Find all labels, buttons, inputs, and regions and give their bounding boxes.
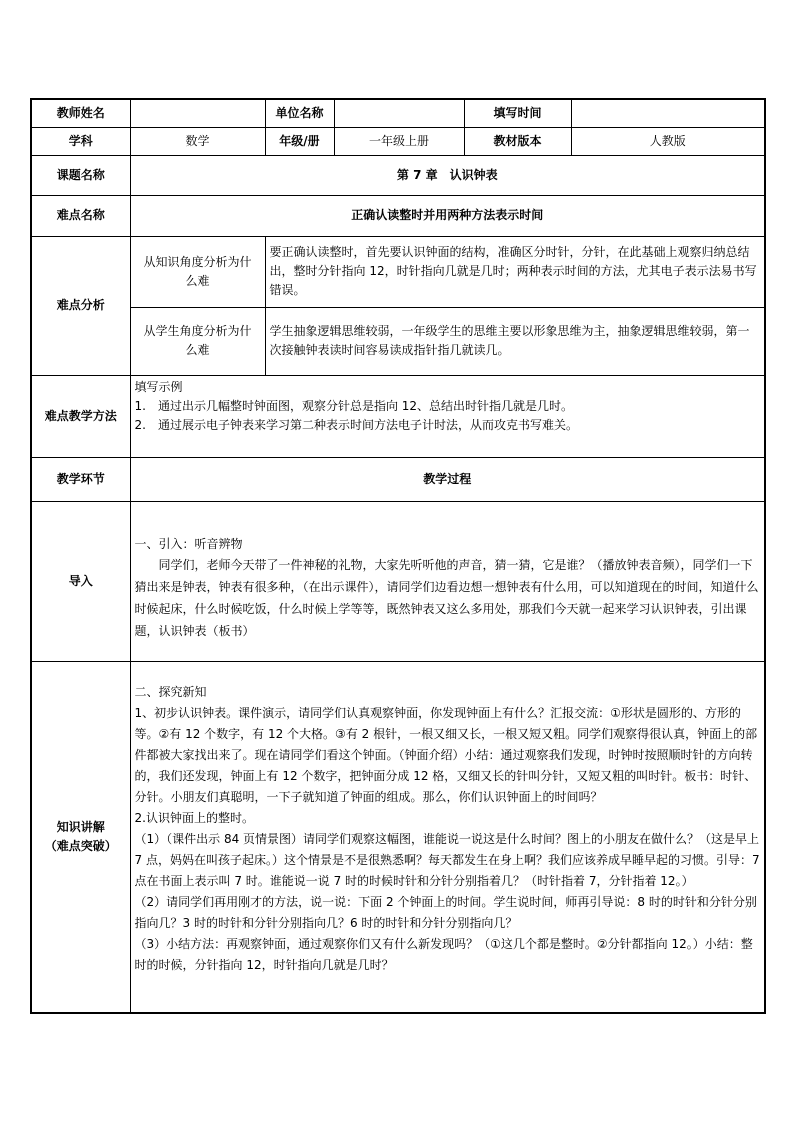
difficulty-value: 正确认读整时并用两种方法表示时间 bbox=[130, 195, 765, 236]
intro-row bbox=[31, 501, 765, 661]
teacher-name-label: 教师姓名 bbox=[31, 99, 130, 127]
difficulty-row bbox=[31, 195, 765, 236]
student-angle-text: 学生抽象逻辑思维较弱，一年级学生的思维主要以形象思维为主，抽象逻辑思维较弱，第一次接触钟表读时间容易读成指针指几就读几。 bbox=[265, 307, 765, 375]
knowledge-label-line2: （难点突破） bbox=[44, 838, 117, 853]
knowledge-angle-label: 从知识角度分析为什么难 bbox=[130, 236, 265, 307]
knowledge-p1: 二、探究新知 bbox=[134, 684, 207, 699]
knowledge-p5: （2）请同学们再用刚才的方法，说一说：下面 2 个钟面上的时间。学生说时间，师再引导说：8 时的时针和分针分别指向几？3 时的时针和分针分别指向几？6 时的时针和分针分别指向几？ bbox=[134, 894, 757, 930]
method-row bbox=[31, 375, 765, 457]
teacher-name-value[interactable] bbox=[130, 99, 265, 127]
knowledge-p2: 1、初步认识钟表。课件演示，请同学们认真观察钟面，你发现钟面上有什么？汇报交流：①形状是圆形的、方形的等。②有 12 个数字，有 12 个大格。③有 2 根针，一根又细又长，一根又短又粗。同学们观察得很认真，钟面上的部件都被大家找出来了。现在请同学们看这个钟面。（钟面介绍）小结：通过观察我们发现，时钟时按照顺时针的方向转的，我们还发现，钟面上有 12 个数字，把钟面分成 12 格，又细又长的针叫分针，又短又粗的叫时针。板书：时针、分针。小朋友们真聪明，一下子就知道了钟面的组成。那么，你们认识钟面上的时间吗？ bbox=[134, 705, 758, 804]
topic-value: 第 7 章 认识钟表 bbox=[130, 155, 765, 195]
analysis-row-student bbox=[31, 307, 765, 375]
intro-body: 同学们，老师今天带了一件神秘的礼物，大家先听听他的声音，猜一猜，它是谁？（播放钟表音频），同学们一下猜出来是钟表，钟表有很多种，（在出示课件），请同学们边看边想一想钟表有什么用，可以知道现在的时间，知道什么时候起床，什么时候吃饭，什么时候上学等等，既然钟表又这么多用处，那我们今天就一起来学习认识钟表，引出课题，认识钟表（板书） bbox=[134, 557, 759, 638]
subject-value: 数学 bbox=[130, 127, 265, 155]
topic-row bbox=[31, 155, 765, 195]
method-content bbox=[130, 375, 765, 457]
grade-value: 一年级上册 bbox=[334, 127, 464, 155]
analysis-row-knowledge bbox=[31, 236, 765, 307]
method-line-1: 1. 通过出示几幅整时钟面图，观察分针总是指向 12、总结出时针指几就是几时。 bbox=[134, 398, 574, 413]
fill-time-label: 填写时间 bbox=[464, 99, 571, 127]
knowledge-row bbox=[31, 661, 765, 1013]
subject-label: 学科 bbox=[31, 127, 130, 155]
fill-time-value[interactable] bbox=[571, 99, 765, 127]
subject-row bbox=[31, 127, 765, 155]
topic-label: 课题名称 bbox=[31, 155, 130, 195]
method-label: 难点教学方法 bbox=[31, 375, 130, 457]
knowledge-p3: 2.认识钟面上的整时。 bbox=[134, 810, 254, 825]
knowledge-p4: （1）（课件出示 84 页情景图）请同学们观察这幅图，谁能说一说这是什么时间？图上的小朋友在做什么？（这是早上 7 点，妈妈在叫孩子起床。）这个情景是不是很熟悉啊？每天都发生在身上啊？我们应该养成早睡早起的习惯。引导：7 点在书面上表示叫 7 时。谁能说一说 7 时的时候时针和分针分别指着几？（时针指着 7，分针指着 12。） bbox=[134, 831, 760, 888]
process-header-label: 教学过程 bbox=[130, 457, 765, 501]
intro-content bbox=[130, 501, 765, 661]
header-row bbox=[31, 99, 765, 127]
stage-header-label: 教学环节 bbox=[31, 457, 130, 501]
method-line-2: 2. 通过展示电子钟表来学习第二种表示时间方法电子计时法，从而攻克书写难关。 bbox=[134, 417, 578, 432]
knowledge-label bbox=[31, 661, 130, 1013]
analysis-label: 难点分析 bbox=[31, 236, 130, 375]
intro-label: 导入 bbox=[31, 501, 130, 661]
textbook-label: 教材版本 bbox=[464, 127, 571, 155]
difficulty-label: 难点名称 bbox=[31, 195, 130, 236]
knowledge-content bbox=[130, 661, 765, 1013]
knowledge-angle-text: 要正确认读整时，首先要认识钟面的结构，准确区分时针，分针，在此基础上观察归纳总结出，整时分针指向 12，时针指向几就是几时；两种表示时间的方法，尤其电子表示法易书写错误。 bbox=[265, 236, 765, 307]
intro-title: 一、引入：听音辨物 bbox=[134, 536, 243, 551]
student-angle-label: 从学生角度分析为什么难 bbox=[130, 307, 265, 375]
grade-label: 年级/册 bbox=[265, 127, 334, 155]
unit-name-value[interactable] bbox=[334, 99, 464, 127]
textbook-value: 人教版 bbox=[571, 127, 765, 155]
lesson-plan-table bbox=[30, 98, 766, 1014]
method-line-example: 填写示例 bbox=[134, 379, 183, 394]
knowledge-label-line1: 知识讲解 bbox=[56, 819, 105, 834]
process-header-row bbox=[31, 457, 765, 501]
knowledge-p6: （3）小结方法：再观察钟面，通过观察你们又有什么新发现吗？（①这几个都是整时。②分针都指向 12。）小结：整时的时候，分针指向 12，时针指向几就是几时？ bbox=[134, 936, 753, 972]
unit-name-label: 单位名称 bbox=[265, 99, 334, 127]
